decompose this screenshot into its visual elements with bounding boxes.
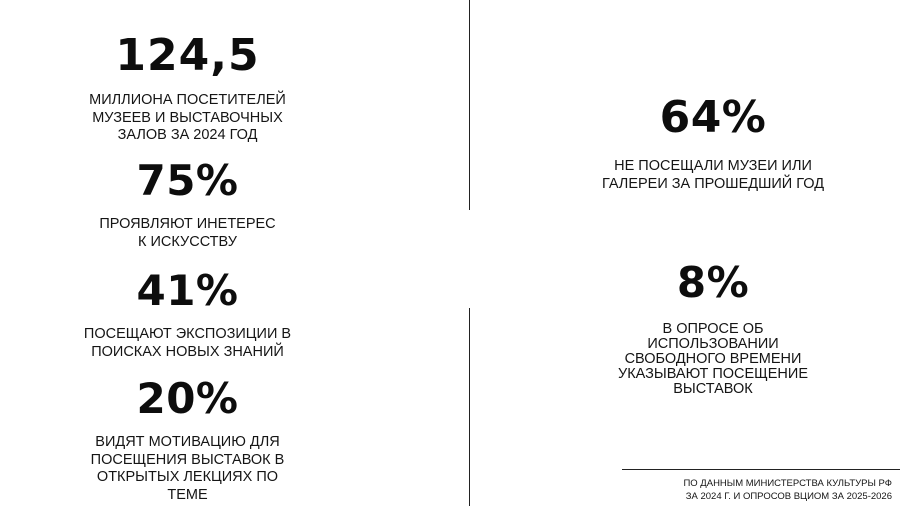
vertical-divider-top: [469, 0, 470, 210]
stat-label: ВИДЯТ МОТИВАЦИЮ ДЛЯ ПОСЕЩЕНИЯ ВЫСТАВОК В ОТКРЫТЫХ ЛЕКЦИЯХ ПО ТЕМЕ: [90, 434, 285, 503]
stat-knowledge-seekers: [76, 266, 299, 361]
stat-label: МИЛЛИОНА ПОСЕТИТЕЛЕЙ МУЗЕЕВ И ВЫСТАВОЧНЫХ ЗАЛОВ ЗА 2024 ГОД: [89, 92, 286, 143]
stat-leisure-survey: [603, 258, 823, 397]
source-note: ПО ДАННЫМ МИНИСТЕРСТВА КУЛЬТУРЫ РФ ЗА 2024 Г. И ОПРОСОВ ВЦИОМ ЗА 2025-2026: [683, 478, 892, 502]
stat-value: 8%: [676, 258, 750, 307]
stat-label: ПРОЯВЛЯЮТ ИНЕТЕРЕС К ИСКУССТВУ: [99, 216, 276, 250]
stat-value: 75%: [136, 156, 239, 205]
stat-interest-in-art: [80, 156, 295, 251]
stat-label: В ОПРОСЕ ОБ ИСПОЛЬЗОВАНИИ СВОБОДНОГО ВРЕМЕНИ УКАЗЫВАЮТ ПОСЕЩЕНИЕ ВЫСТАВОК: [617, 321, 808, 397]
stat-label: ПОСЕЩАЮТ ЭКСПОЗИЦИИ В ПОИСКАХ НОВЫХ ЗНАНИЙ: [83, 326, 292, 360]
stat-label: НЕ ПОСЕЩАЛИ МУЗЕИ ИЛИ ГАЛЕРЕИ ЗА ПРОШЕДШИЙ ГОД: [601, 158, 825, 192]
source-rule: [622, 469, 900, 470]
stat-value: 64%: [659, 92, 767, 143]
stat-value: 124,5: [115, 30, 260, 81]
stat-lecture-motivation: [76, 374, 299, 504]
stat-value: 20%: [136, 374, 239, 423]
stat-value: 41%: [136, 266, 239, 315]
vertical-divider-bottom: [469, 308, 470, 506]
stat-no-museum-visits: [598, 92, 828, 193]
stat-visitors: [80, 30, 295, 145]
